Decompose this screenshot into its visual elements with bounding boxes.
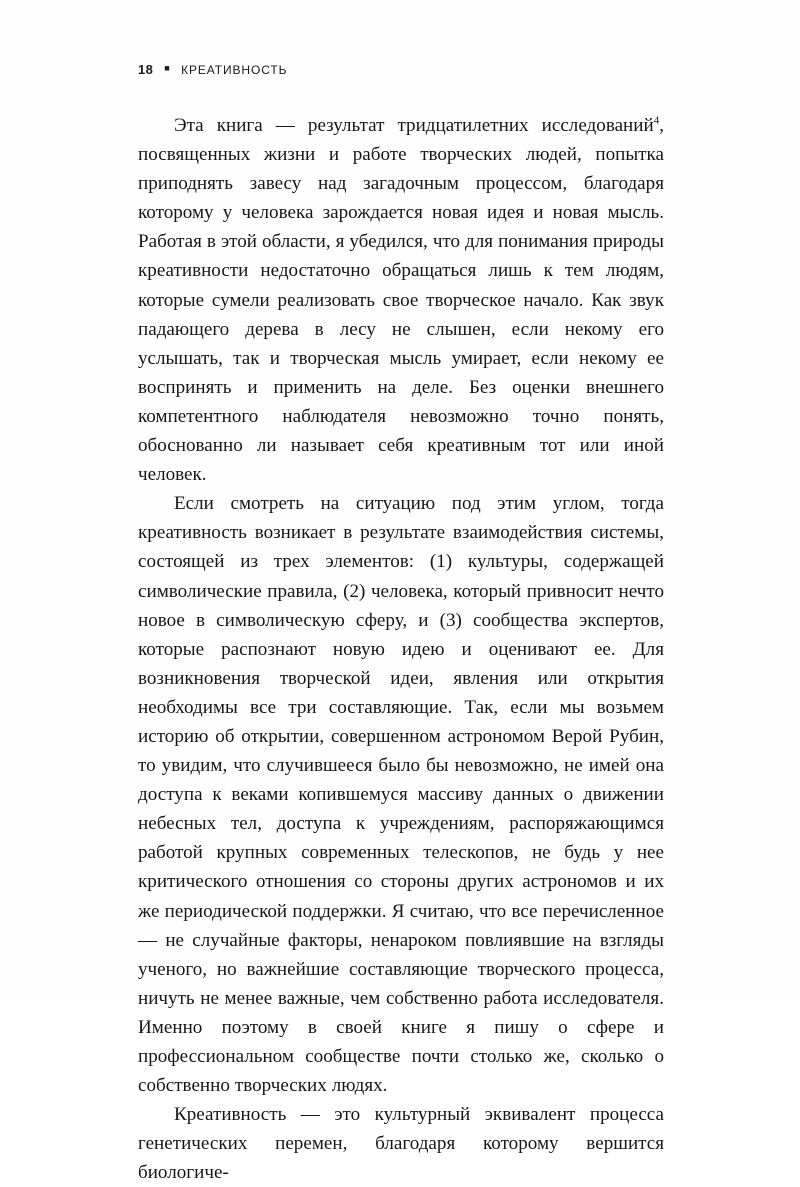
square-bullet-icon: ■ xyxy=(164,63,171,73)
running-head xyxy=(138,62,664,77)
page-number: 18 xyxy=(138,62,154,77)
paragraph-1-text-after-note: , посвященных жизни и работе творческих людей, попытка приподнять завесу над загадочным процессом, благодаря которому у человека зарождается новая идея и новая мысль. Работая в этой области, я убедился, что для понимания природы креативности недостаточно обращаться лишь к тем людям, которые сумели реализовать свое творческое начало. Как звук падающего дерева в лесу не слышен, если некому его услышать, так и творческая мысль умирает, если некому ее воспринять и применить на деле. Без оценки внешнего компетентного наблюдателя невозможно точно понять, обоснованно ли называет себя креативным тот или иной человек. xyxy=(138,115,664,486)
running-head-title: КРЕАТИВНОСТЬ xyxy=(181,62,288,77)
page-content xyxy=(138,62,664,1187)
paragraph-2: Если смотреть на ситуацию под этим углом, тогда креативность возникает в результате взаимодействия системы, состоящей из трех элементов: (1) культуры, содержащей символические правила, (2) человека, который привносит нечто новое в символическую сферу, и (3) сообщества экспертов, которые распознают новую идею и оценивают ее. Для возникновения творческой идеи, явления или открытия необходимы все три составляющие. Так, если мы возьмем историю об открытии, совершенном астрономом Верой Рубин, то увидим, что случившееся было бы невозможно, не имей она доступа к веками копившемуся массиву данных о движении небесных тел, доступа к учреждениям, распоряжающимся работой крупных современных телескопов, не будь у нее критического отношения со стороны других астрономов и их же периодической поддержки. Я считаю, что все перечисленное — не случайные факторы, ненароком повлиявшие на взгляды ученого, но важнейшие составляющие творческого процесса, ничуть не менее важные, чем собственно работа исследователя. Именно поэтому в своей книге я пишу о сфере и профессиональном сообществе почти столько же, сколько о собственно творческих людях. xyxy=(138,493,664,1097)
paragraph-1-text-before-note: Эта книга — результат тридцатилетних исследований xyxy=(174,115,654,136)
paragraph-3: Креативность — это культурный эквивалент процесса генетических перемен, благодаря которому вершится биологиче- xyxy=(138,1104,664,1184)
paragraph-1 xyxy=(138,111,664,489)
footnote-marker: 4 xyxy=(653,114,660,127)
